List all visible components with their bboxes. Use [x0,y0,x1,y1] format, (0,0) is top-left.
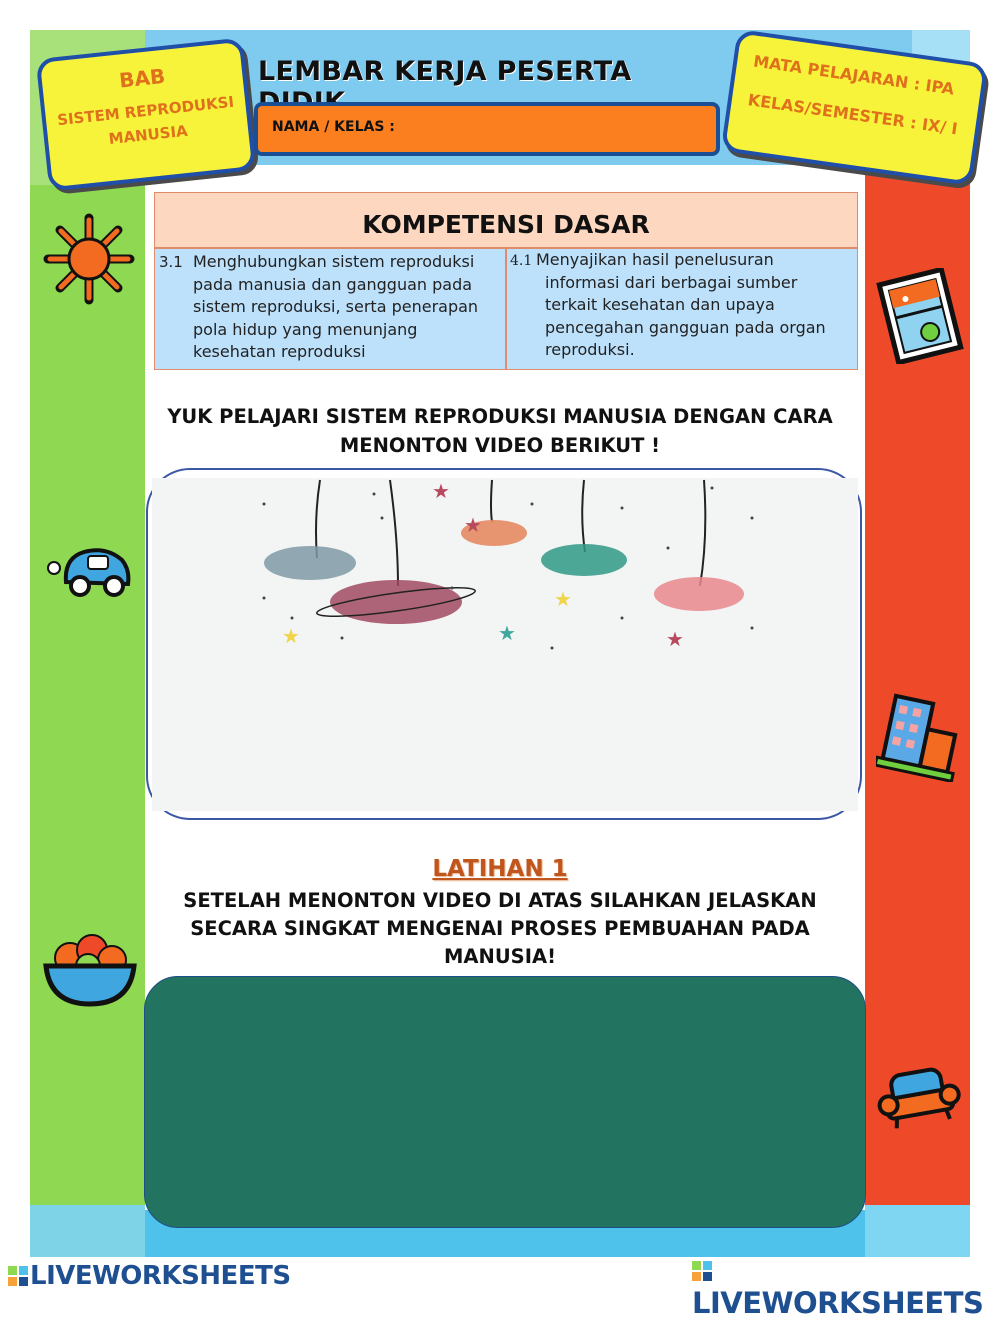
kd1-number: 3.1 [159,253,183,271]
page-title: LEMBAR KERJA PESERTA [258,56,632,87]
frame-left-band [30,185,145,1210]
liveworksheets-logo-right[interactable] [692,1252,1000,1320]
kd-title: KOMPETENSI DASAR [362,210,650,239]
liveworksheets-mark-icon [692,1261,712,1281]
chapter-topic-line1: SISTEM REPRODUKSI [56,92,235,130]
svg-text:★: ★ [666,627,684,651]
chapter-topic-line2: MANUSIA [107,121,189,148]
svg-text:★: ★ [554,587,572,611]
video-instruction: YUK PELAJARI SISTEM REPRODUKSI MANUSIA DENGAN CARA MENONTON VIDEO BERIKUT ! [167,405,833,457]
kd2-text-first-line: Menyajikan hasil penelusuran [536,250,774,269]
exercise-title: LATIHAN 1 [432,856,568,882]
liveworksheets-logo-left[interactable] [8,1261,291,1291]
sofa-icon [876,1064,962,1134]
liveworksheets-text-right: LIVEWORKSHEETS [692,1286,984,1320]
video-thumbnail[interactable] [152,478,858,811]
chapter-sign [36,37,257,191]
frame-bottom-left-band [30,1205,145,1257]
kd2-text-rest: informasi dari berbagai sumber terkait kesehatan dan upaya pencegahan gangguan pada organ reproduksi. [545,272,826,359]
building-icon [876,692,966,782]
kd2-text [536,249,852,362]
svg-text:★: ★ [432,479,450,503]
chapter-label: BAB [118,63,167,93]
exercise-question: SETELAH MENONTON VIDEO DI ATAS SILAHKAN JELASKAN SECARA SINGKAT MENGENAI PROSES PEMBUAHAN PADA MANUSIA! [183,889,817,968]
frame-bottom-right-band [865,1205,970,1257]
sun-icon [42,212,137,307]
svg-text:★: ★ [498,621,516,645]
svg-text:★: ★ [464,513,482,537]
answer-textbox[interactable] [144,976,866,1228]
kd1-text: Menghubungkan sistem reproduksi pada manusia dan gangguan pada sistem reproduksi, serta penerapan pola hidup yang menunjang kesehatan reproduksi [193,252,479,361]
subject-line: MATA PELAJARAN : IPA [752,51,956,99]
class-semester-line: KELAS/SEMESTER : IX/ I [746,90,959,139]
kd2-number: 4.1 [510,253,533,269]
liveworksheets-mark-icon [8,1266,28,1286]
car-icon [44,540,134,600]
svg-text:★: ★ [282,624,300,648]
fruit-bowl-icon [40,928,140,1008]
window-icon [874,268,966,364]
name-class-label: NAMA / KELAS : [272,119,395,135]
liveworksheets-text-left: LIVEWORKSHEETS [30,1261,291,1291]
